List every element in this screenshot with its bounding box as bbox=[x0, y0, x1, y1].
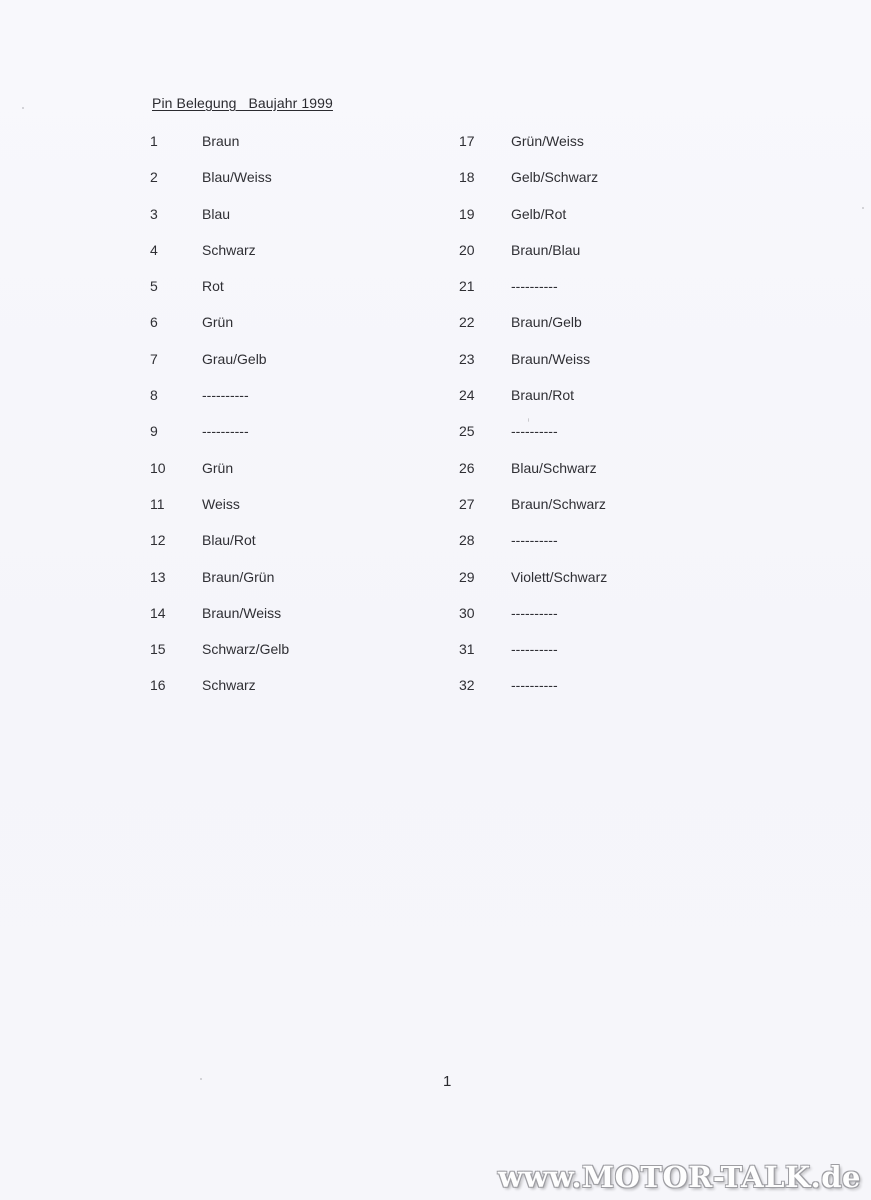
pin-number: 9 bbox=[150, 423, 158, 440]
wire-color: Blau bbox=[202, 205, 231, 222]
wire-color: ---------- bbox=[202, 423, 249, 440]
watermark-logo: www.MOTOR-TALK.de bbox=[497, 1160, 861, 1194]
wire-color: Violett/Schwarz bbox=[511, 568, 608, 585]
pin-number: 22 bbox=[459, 314, 475, 331]
pin-number: 17 bbox=[459, 133, 475, 149]
pin-number: 1 bbox=[150, 133, 158, 149]
wire-color: Schwarz bbox=[202, 677, 256, 694]
wire-color: Braun/Gelb bbox=[511, 314, 582, 331]
pin-number: 26 bbox=[459, 459, 475, 476]
pin-number: 2 bbox=[150, 169, 158, 186]
wire-color: Braun/Blau bbox=[511, 241, 581, 258]
wire-color: ---------- bbox=[202, 387, 249, 404]
wire-color: ---------- bbox=[511, 604, 558, 621]
pin-row bbox=[150, 133, 289, 169]
wire-color: ---------- bbox=[511, 278, 558, 295]
pin-row bbox=[150, 460, 289, 496]
page-number: 1 bbox=[443, 1073, 452, 1090]
wire-color: Braun/Weiss bbox=[202, 604, 282, 621]
scan-speck bbox=[528, 418, 529, 422]
pin-row bbox=[150, 278, 289, 314]
pin-row bbox=[459, 314, 607, 350]
pin-row bbox=[459, 133, 607, 169]
pin-row bbox=[150, 569, 289, 605]
wire-color: Grün bbox=[202, 314, 234, 331]
wire-color: Grün bbox=[202, 459, 234, 476]
pin-number: 29 bbox=[459, 568, 475, 585]
wire-color: Gelb/Rot bbox=[511, 205, 567, 222]
wire-color: Braun/Rot bbox=[511, 387, 575, 404]
wire-color: Grün/Weiss bbox=[511, 133, 584, 149]
pin-row bbox=[150, 532, 289, 568]
pin-number: 8 bbox=[150, 387, 158, 404]
pin-number: 12 bbox=[150, 532, 166, 549]
wire-color: Blau/Weiss bbox=[202, 169, 272, 186]
pin-number: 4 bbox=[150, 241, 158, 258]
pin-row bbox=[150, 423, 289, 459]
pin-number: 10 bbox=[150, 459, 166, 476]
wire-color: Blau/Rot bbox=[202, 532, 256, 549]
pin-row bbox=[459, 569, 607, 605]
pin-number: 11 bbox=[150, 495, 165, 512]
pin-row bbox=[150, 169, 289, 205]
pin-row bbox=[459, 460, 607, 496]
pin-row bbox=[459, 532, 607, 568]
page-title: Pin Belegung Baujahr 1999 bbox=[152, 95, 333, 111]
pin-row bbox=[150, 351, 289, 387]
pin-row bbox=[459, 423, 607, 459]
pin-number: 16 bbox=[150, 677, 166, 694]
pin-number: 5 bbox=[150, 278, 158, 295]
scan-speck bbox=[200, 1078, 202, 1080]
pin-row bbox=[459, 242, 607, 278]
wire-color: Braun/Weiss bbox=[511, 350, 591, 367]
pin-number: 3 bbox=[150, 205, 158, 222]
wire-color: ---------- bbox=[511, 423, 558, 440]
pin-number: 24 bbox=[459, 387, 475, 404]
pin-row bbox=[150, 496, 289, 532]
pin-row bbox=[150, 605, 289, 641]
wire-color: Gelb/Schwarz bbox=[511, 169, 599, 186]
pin-number: 19 bbox=[459, 205, 475, 222]
pin-row bbox=[150, 242, 289, 278]
wire-color: Grau/Gelb bbox=[202, 350, 267, 367]
pin-number: 7 bbox=[150, 350, 158, 367]
wire-color: Braun/Grün bbox=[202, 568, 275, 585]
wire-color: Rot bbox=[202, 278, 224, 295]
pin-row bbox=[459, 496, 607, 532]
scan-speck bbox=[22, 107, 24, 109]
pin-number: 23 bbox=[459, 350, 475, 367]
wire-color: Schwarz/Gelb bbox=[202, 641, 290, 658]
pin-row bbox=[150, 677, 289, 713]
pin-number: 21 bbox=[459, 278, 475, 295]
pin-number: 31 bbox=[459, 641, 475, 658]
pin-row bbox=[459, 641, 607, 677]
pin-number: 14 bbox=[150, 604, 166, 621]
wire-color: Blau/Schwarz bbox=[511, 459, 597, 476]
wire-color: ---------- bbox=[511, 532, 558, 549]
pin-number: 27 bbox=[459, 495, 475, 512]
pin-number: 28 bbox=[459, 532, 475, 549]
wire-color: Braun bbox=[202, 133, 240, 149]
pin-row bbox=[150, 206, 289, 242]
pin-number: 6 bbox=[150, 314, 158, 331]
pin-row bbox=[459, 677, 607, 713]
pin-row bbox=[459, 605, 607, 641]
pin-row bbox=[459, 206, 607, 242]
pin-row bbox=[459, 278, 607, 314]
pin-row bbox=[459, 351, 607, 387]
wire-color: Schwarz bbox=[202, 241, 256, 258]
pin-row bbox=[150, 314, 289, 350]
pin-number: 20 bbox=[459, 241, 475, 258]
pin-row bbox=[459, 169, 607, 205]
scan-speck bbox=[862, 207, 864, 209]
pin-row bbox=[459, 387, 607, 423]
pin-list-left bbox=[150, 133, 289, 714]
pin-number: 15 bbox=[150, 641, 166, 658]
pin-number: 13 bbox=[150, 568, 166, 585]
pin-list-right bbox=[459, 133, 607, 714]
pin-row bbox=[150, 387, 289, 423]
wire-color: Braun/Schwarz bbox=[511, 495, 606, 512]
pin-number: 32 bbox=[459, 677, 475, 694]
pin-number: 25 bbox=[459, 423, 475, 440]
pin-number: 30 bbox=[459, 604, 475, 621]
wire-color: ---------- bbox=[511, 641, 558, 658]
pin-number: 18 bbox=[459, 169, 475, 186]
wire-color: Weiss bbox=[202, 495, 240, 512]
pin-row bbox=[150, 641, 289, 677]
wire-color: ---------- bbox=[511, 677, 558, 694]
